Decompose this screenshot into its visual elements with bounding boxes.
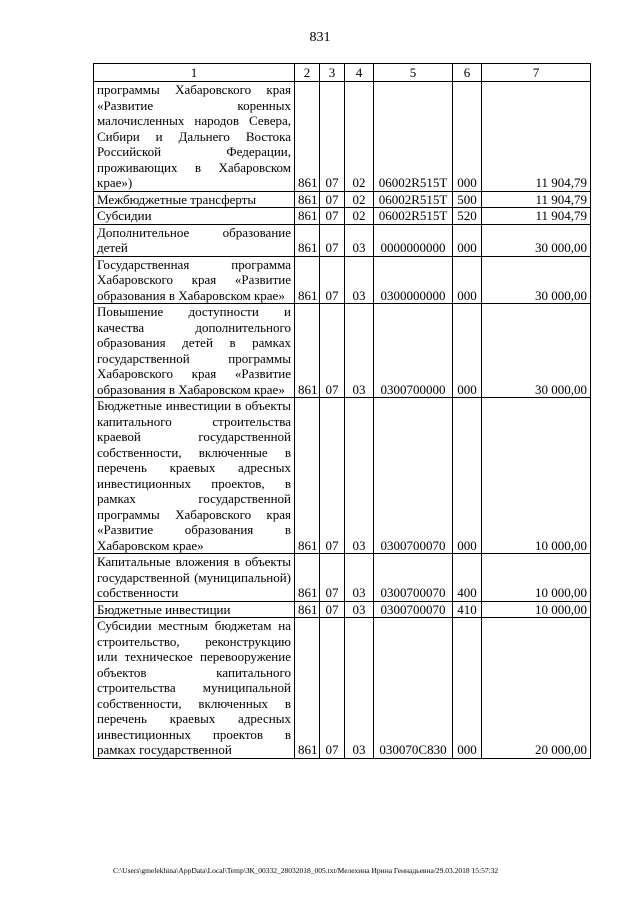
row-c7: 11 904,79 xyxy=(482,82,591,192)
row-name: Повышение доступности и качества дополнительного образования детей в рамках государственной программы Хабаровского края «Развитие образования в Хабаровском крае» xyxy=(94,304,295,398)
table-row xyxy=(94,601,591,618)
header-col-6: 6 xyxy=(453,64,482,82)
row-c3: 07 xyxy=(320,601,345,618)
row-c3: 07 xyxy=(320,398,345,554)
row-c6: 520 xyxy=(453,208,482,225)
row-c2: 861 xyxy=(295,601,320,618)
table-row xyxy=(94,554,591,602)
row-c3: 07 xyxy=(320,304,345,398)
row-c6: 000 xyxy=(453,256,482,304)
row-c7: 10 000,00 xyxy=(482,601,591,618)
row-c2: 861 xyxy=(295,256,320,304)
row-c4: 03 xyxy=(345,304,374,398)
row-c4: 03 xyxy=(345,224,374,256)
table-row xyxy=(94,618,591,759)
row-c4: 02 xyxy=(345,82,374,192)
row-c6: 000 xyxy=(453,224,482,256)
row-name: Государственная программа Хабаровского края «Развитие образования в Хабаровском крае» xyxy=(94,256,295,304)
row-c2: 861 xyxy=(295,618,320,759)
file-path-footer: C:\Users\gmelekhina\AppData\Local\Temp\ЗК_00332_28032018_005.txt/Мелехина Ирина Геннадьевна/29.03.2018 15:57:32 xyxy=(113,866,499,875)
row-name: Капитальные вложения в объекты государственной (муниципальной) собственности xyxy=(94,554,295,602)
header-col-5: 5 xyxy=(374,64,453,82)
row-c3: 07 xyxy=(320,554,345,602)
row-name: Бюджетные инвестиции xyxy=(94,601,295,618)
header-col-2: 2 xyxy=(295,64,320,82)
row-c3: 07 xyxy=(320,208,345,225)
row-c4: 03 xyxy=(345,256,374,304)
row-c2: 861 xyxy=(295,82,320,192)
row-c6: 500 xyxy=(453,191,482,208)
row-c6: 410 xyxy=(453,601,482,618)
table-header-row xyxy=(94,64,591,82)
row-c3: 07 xyxy=(320,82,345,192)
row-c5: 0300700070 xyxy=(374,398,453,554)
table-row xyxy=(94,256,591,304)
row-c6: 400 xyxy=(453,554,482,602)
row-c6: 000 xyxy=(453,304,482,398)
table-row xyxy=(94,191,591,208)
row-c5: 0300700000 xyxy=(374,304,453,398)
table-row xyxy=(94,224,591,256)
row-c5: 030070С830 xyxy=(374,618,453,759)
row-c2: 861 xyxy=(295,554,320,602)
row-c6: 000 xyxy=(453,398,482,554)
header-col-4: 4 xyxy=(345,64,374,82)
row-c5: 06002R515T xyxy=(374,208,453,225)
row-c2: 861 xyxy=(295,191,320,208)
row-c4: 02 xyxy=(345,208,374,225)
row-name: Межбюджетные трансферты xyxy=(94,191,295,208)
row-c6: 000 xyxy=(453,618,482,759)
row-c7: 10 000,00 xyxy=(482,554,591,602)
row-c4: 02 xyxy=(345,191,374,208)
row-c4: 03 xyxy=(345,398,374,554)
row-c4: 03 xyxy=(345,554,374,602)
row-c7: 30 000,00 xyxy=(482,256,591,304)
row-name: Дополнительное образование детей xyxy=(94,224,295,256)
row-c5: 0300700070 xyxy=(374,554,453,602)
row-c3: 07 xyxy=(320,191,345,208)
table-row xyxy=(94,304,591,398)
row-c5: 0000000000 xyxy=(374,224,453,256)
row-c5: 0300000000 xyxy=(374,256,453,304)
row-name: Бюджетные инвестиции в объекты капитального строительства краевой государственной собственности, включенные в перечень краевых адресных инвестиционных проектов, в рамках государственной программы Хабаровского края «Развитие образования в Хабаровском крае» xyxy=(94,398,295,554)
row-c2: 861 xyxy=(295,224,320,256)
row-c4: 03 xyxy=(345,618,374,759)
row-c2: 861 xyxy=(295,304,320,398)
row-name: Субсидии местным бюджетам на строительство, реконструкцию или техническое перевооружение объектов капитального строительства муниципальной собственности, включенных в перечень краевых адресных инвестиционных проектов в рамках государственной xyxy=(94,618,295,759)
table-row xyxy=(94,82,591,192)
row-c7: 20 000,00 xyxy=(482,618,591,759)
row-c7: 30 000,00 xyxy=(482,224,591,256)
budget-table xyxy=(93,63,591,759)
row-c7: 10 000,00 xyxy=(482,398,591,554)
page-number: 831 xyxy=(309,30,331,45)
row-c3: 07 xyxy=(320,256,345,304)
header-col-1: 1 xyxy=(94,64,295,82)
header-col-3: 3 xyxy=(320,64,345,82)
row-c7: 30 000,00 xyxy=(482,304,591,398)
row-c7: 11 904,79 xyxy=(482,208,591,225)
table-row xyxy=(94,398,591,554)
row-c5: 0300700070 xyxy=(374,601,453,618)
row-c4: 03 xyxy=(345,601,374,618)
row-c6: 000 xyxy=(453,82,482,192)
row-name: Субсидии xyxy=(94,208,295,225)
row-c3: 07 xyxy=(320,618,345,759)
row-c3: 07 xyxy=(320,224,345,256)
row-name: программы Хабаровского края «Развитие коренных малочисленных народов Севера, Сибири и Дальнего Востока Российской Федерации, проживающих в Хабаровском крае») xyxy=(94,82,295,192)
row-c5: 06002R515T xyxy=(374,191,453,208)
row-c5: 06002R515T xyxy=(374,82,453,192)
table-row xyxy=(94,208,591,225)
row-c2: 861 xyxy=(295,208,320,225)
header-col-7: 7 xyxy=(482,64,591,82)
row-c2: 861 xyxy=(295,398,320,554)
row-c7: 11 904,79 xyxy=(482,191,591,208)
